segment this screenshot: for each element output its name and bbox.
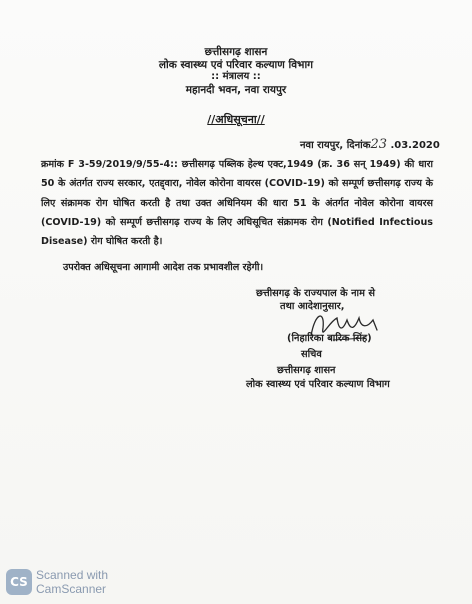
- watermark-line-2: CamScanner: [36, 582, 107, 596]
- signature-authority-line: छत्तीसगढ़ के राज्यपाल के नाम से: [256, 288, 375, 299]
- header-government: छत्तीसगढ़ शासन: [204, 46, 268, 58]
- date-prefix: नवा रायपुर, दिनांक: [300, 140, 371, 151]
- camscanner-logo-icon: CS: [6, 569, 32, 595]
- body-paragraph-1: क्रमांक F 3-59/2019/9/55-4:: छत्तीसगढ़ पब्लिक हेल्थ एक्ट,1949 (क्र. 36 सन् 1949) की धारा 50 के अंतर्गत राज्य सरकार, एतद्द्वारा, नोवेल कोरोना वायरस (COVID-19) को सम्पूर्ण छत्तीसगढ़ राज्य के लिए संक्रामक रोग घोषित करती है तथा उक्त अधिनियम की धारा 51 के अंतर्गत नोवेल कोरोना वायरस (COVID-19) को सम्पूर्ण छत्तीसगढ़ राज्य के लिए अधिसूचित संक्रामक रोग (Notified Infectious Disease) रोग घोषित करती है।: [41, 159, 433, 248]
- header-ministry: :: मंत्रालय ::: [211, 71, 261, 82]
- signature-order-line: तथा आदेशानुसार,: [280, 301, 345, 312]
- body-paragraph-2: उपरोक्त अधिसूचना आगामी आदेश तक प्रभावशील रहेगी।: [63, 262, 264, 273]
- signatory-office-department: लोक स्वास्थ्य एवं परिवार कल्याण विभाग: [246, 379, 390, 390]
- date-suffix: .03.2020: [390, 140, 440, 151]
- watermark-line-1: Scanned with: [36, 568, 109, 582]
- signatory-designation: सचिव: [301, 349, 322, 360]
- header-address: महानदी भवन, नवा रायपुर: [185, 84, 287, 96]
- date-day-handwritten: 23: [370, 137, 387, 152]
- date-line: [300, 137, 440, 152]
- header-department: लोक स्वास्थ्य एवं परिवार कल्याण विभाग: [158, 59, 314, 71]
- camscanner-watermark: [36, 568, 108, 596]
- signatory-office-government: छत्तीसगढ़ शासन: [277, 365, 336, 376]
- notice-title: //अधिसूचना//: [207, 113, 265, 126]
- signatory-name: (निहारिका बारिक सिंह): [287, 333, 372, 344]
